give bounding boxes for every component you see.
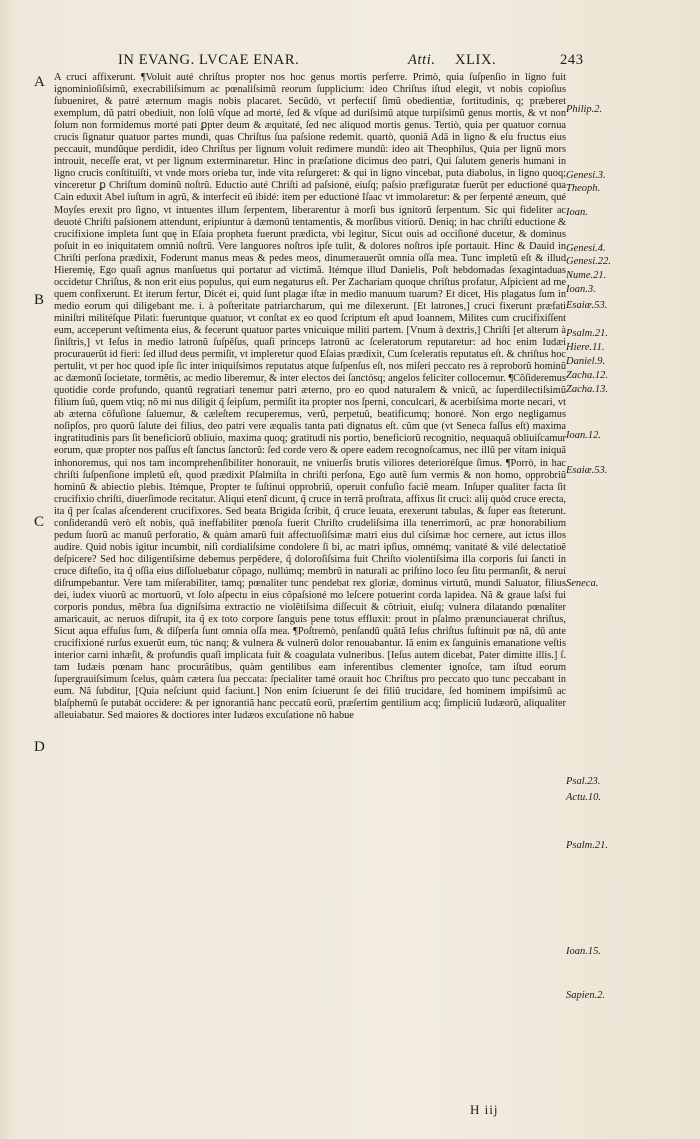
margin-ref: Psalm.21. (566, 840, 608, 851)
section-letters (34, 0, 52, 1139)
margin-ref: Esaiæ.53. (566, 465, 608, 476)
margin-ref: Esaiæ.53. (566, 300, 608, 311)
margin-ref: Genesi.22. (566, 256, 611, 267)
commentary-text (54, 72, 566, 723)
margin-ref: Hiere.11. (566, 342, 605, 353)
margin-ref: Psal.23. (566, 776, 601, 787)
folio-roman: XLIX. (455, 52, 497, 68)
running-title: IN EVANG. LVCAE ENAR. (118, 52, 300, 68)
margin-ref: Ioan.12. (566, 430, 601, 441)
margin-ref: Genesi.4. (566, 243, 606, 254)
margin-ref: Ioan. (566, 207, 588, 218)
page-number: 243 (560, 52, 584, 68)
margin-ref: Seneca. (566, 578, 599, 589)
marginal-references (566, 0, 696, 1139)
margin-ref: Ioan.15. (566, 946, 601, 957)
margin-ref: Zacha.12. (566, 370, 608, 381)
margin-ref: Psalm.21. (566, 328, 608, 339)
margin-ref: Daniel.9. (566, 356, 606, 367)
margin-ref: Theoph. (566, 183, 601, 194)
section-letter: A (34, 74, 45, 90)
body-paragraph: A cruci affixerunt. ¶Voluit auté chriſtus propter nos hoc genus mortis perferre. Primò, quia ſuſpenſio in ligno fuit ignominioſiſsimũ, execrabiliſsimum ac pœnaliſsimũ reorum ſupplicium: ideo Chriſtus iſtud elegit, vt nobis copioſius ſubueniret, & patré æternum magis nobis placaret. Secũdò, vt perfectiſ ſimũ obedientiæ, fortitudinis, q; præberet exemplum, dũ patri obediuit, non ſolũ vſque ad morté, ſed & vſque ad duriſsimũ atque turpiſsimũ genus mortis, & vt non ſolum non formidemus morté pati ꝑpter deum & æquitaté, ſed nec aliquod mortis genus. Tertiò, quia per quatuor cornua crucis ſignatur quatuor partes mundi, quas Chriſtus ſua paſsione redemit. quartò, quoniã Adã in ligno & eſu fructus eius peccauit, mundũque perdidit, ideo Chriſtus per lignum voluit redimere mundũ: ideo ait Theophilus, Quia per lignũ mors introuit, neceſſe erat, vt per lignum exterminaretur. Hinc in præſatione dicimus deo patri, Qui ſalutem generis humani in ligno crucis conſtituiſti, vt vnde mors orieba tur, inde vita reſurgeret: & qui in ligno vincebat, puta diabolus, in ligno quoq; vinceretur ꝑ Chriſtum dominũ noſtrũ. Eductio auté Chriſti ad paſsioné, eiuſq; paſsio præfiguratæ fuerũt per eductioné qua Cain eduxit Abel iuſtum in agrũ, & interfecit eũ ibidé: item per eductioné Iſaac vt immolaretur: & per ſerpenté æneum, qué Moyſes erexit pro ſigno, vt intuentes illum ſerpentem, liberarentur à morſi bus ignitorũ ſerpentum. Sic qui fideliter ac deuoté Chriſti paſsionem attendunt, eripiuntur à dæmonũ tentamentis, & morſibus vitiorũ. Deniq; in hac chriſti eductione & crucifixione impleta ſunt quę in Eſaia propheta fuerunt prædicta, vbi legitur, Sicut ouis ad occiſioné ducetur, & dominus poſuit in eo iniquitatem omniũ noſtrũ. Vere languores noſtros ipſe tulit, & dolores noſtros ipſe portauit. Hinc & Dauid in Chriſti perſona prædixit, Foderunt manus meas & pedes meos, dinumerauerũt omnia oſſa mea. Tunc impletũ eſt & illud Hieremię, Ego quaſi agnus manſuetus qui portatur ad victimã. Itémque illud Danielis, Poſt hebdomadas ſexagintaduas occidetur Chriſtus, & non erit eius populus, qui eum negaturus eſt. Per Zachariam quoque chriſtus profatur, Aſpicient ad me quem confixerunt. Et iterum fertur, Dicét ei, quid ſunt plagæ iſtæ in medio manuum tuarum? Et dicet, His plagatus ſum in medio eorum qui diligebant me. i. à poſteritate patriarcharum, qui me dilexerunt. [Et latrones,] cruci fixerunt præfati miniſtri militéſque Pilati: fueruntque quatuor, vt conſtat ex eo quod ſcriptum eſt apud Ioannem, Milites cum crucifixiſſent eum, acceperunt veſtimenta eius, & fecerunt quatuor partes vnicuique militi partem. [Vnum à dextris,] Chriſti [et alterum à ſiniſtris,] vt Ieſus in medio latronũ ſuſpẽſus, quaſi princeps latronũ ac ſceleratorum reputaretur: ad hoc enim Iudæi procurauerũt id fieri: ſed illud deus permiſit, vt impleretur quod Eſaias prædixit, Cum ſceleratis reputatus eſt. & chriſtus hoc pertulit, vt per hoc quod ipſe ſic inter iniquiſsimos reputatus atque ſuſpenſus eſt, nos miſeri peccato res à reproborũ hominũ ac dæmonũ ſocietate, tormẽtis, ac medio liberemur, & inter electos dei ſanctósq; angelos feliciter collocemur. ¶Cõſideremus quotidie corde profundo, quantũ regratiari tenemur patri æterno, pro eo quod naturalem & vnicũ, ac ſuperdilectiſsimũ filium ſuũ, quem vtiq; nõ mi nus diligit q̃ ſeipſum, permiſit ita propter nos ſperni, conculcari, & acerbiſsima morte necari, vt ab æterna cõfuſione ſaluemur, & cæleſtem recuperemus, verũ, perpetuũ, beatificumq; honoré. Non ergo negligamus noſipſos, pro quorũ ſalute dei filius, deo patri vere æqualis tanta pati dignatus eſt. cũm que (vt Seneca faſſus eſt) maxima ingratitudinis pars ſit beneficiorũ obliuio, maxima quoq; gratitudi nis portio, beneficiorũ recognitio, nequaquã obliuiſcamur eorum, quæ propter nos paſſus eſt ſanctus ſanctorũ: ſed corde vero & opere eadem recognoſcamus, nec illũ per vitam iniquã inhonoremus, qui nos tam incomprehenſibiliter honorauit, ne vniuerſis brutis viliores deterioréſque ſimus. ¶Porrò, in hac chriſti ſuſpenſione impletũ eſt, quod prædixit Pſalmiſta in chriſti perſona, Ego autẽ ſum vermis & non homo, opprobriũ hominũ & abiectio plebis. Itémque, Propter te ſuſtinui opprobriũ, operuit confuſio faciẽ meam. Inſuper qualiter facta ſit crucifixio chriſti, diuerſimode recitatur. Aliqui etenĩ dicunt, q̃ cruce in terrã proſtrata, affixus ſit cruci: alij quòd cruce erecta, ita q̃ per ſcalas aſcenderent crucifixores. Sed beata Brigida ſcribit, q̃ cruce leuata, erexerunt tabulas, & ſuper eas ſteterunt. conſiderandũ verò eſt nobis, quã ineffabiliter pœnoſa fuerit Chriſto crudeliſsima illa tenerrimorũ, ac præ honorabilium pedum ſuorũ ac manuũ perforatio, & quàm amarũ fuit affectuoſiſsimæ matri eius dul ciſsimæ hoc cernere, aut ictus illos audire. Quid nobis igitur incumbit, niſi cordialiſsime condolere ſi bi, ac matri ipſius, omnémq; vanitaté & vilé delectatioẽ deſpicere? Sed hoc diligentiſsime debemus perpẽdere, q̃ doloroſiſsima fuit Chriſto violentiſsima illa corporis ſui ſancti in cruce diſteſio, ita q̃ oſſia eius diſſoluebatur cõpago, nullúmq; membrũ in naturali ac priſtino loco ſeu ſitu permanſit, & neruí diſrumpebantur. Vere tam miſerabiliter, tamq; pœnaliter tunc pendebat rex gloriæ, dominus virtutũ, mundi Saluator, filius dei, iudex viuorũ ac mortuorũ, vt ſolo aſpectu in eius cõpaſsioné mo leſcere potuerint corda lapidea. Nã & graue laſsi fui corporis pondus, mẽbra ſua digniſsima extractio ne violẽtiſsima diſſecuit & cõtriuit, eiuſq; vulnera dilatando pœnaliter amaricauit, ac neruos diſrupit, ita q̃ ex toto corpore ſanguis pene totus effluxit: prout in pſalmo prænunciauerat chriſtus, Sicut aqua effuſus ſum, & diſperſa ſunt omnia oſſa mea. ¶Poſtremò, penſandũ quãtã Ieſus chriſtus ſuſtinuit pœ nã, dũ ante crucifixioné rurſus exuerũt eum, túc nanq; & vulnera & vulnerũ dolor renouabantur. Iã enim ex ſanguinis emanatione veſtis interior carni inhæſit, & profundis quaſi implicata fuit & coagulata vulneribus. [Ieſus autem dicebat, Pater dimitte illis.] ſ. tam Iudæis pœnam hanc procurãtibus, quàm gentilibus eam inferentibus clementer ignoſce, tam iſtud eorum ſupergrauiſsimum ſcelus, quàm cætera ſua peccata: ſpecialiter tamé orauit hoc Chriſtus pro peccato quo tunc peccabant in eum. Nã ſubditur, [Quia neſciunt quid faciunt.] Non enim ſciuerunt ſe dei filiũ trucidare, ſed hominem impiſsimũ ac blaſphemũ ſe putabát occidere: & per ignorantiã hanc peccatũ eorũ, præſertim gentilium acq; ſimpliciũ Iudæorũ, aliqualiter alleuiabatur. Sed maiores & doctiores inter Iudæos excuſatione nõ habue (54, 72, 566, 722)
running-header (100, 52, 584, 72)
section-letter: B (34, 292, 45, 308)
margin-ref: Nume.21. (566, 270, 607, 281)
margin-ref: Zacha.13. (566, 384, 608, 395)
signature-mark: H iij (470, 1102, 499, 1117)
margin-ref: Genesi.3. (566, 170, 606, 181)
margin-ref: Philip.2. (566, 104, 603, 115)
margin-ref: Ioan.3. (566, 284, 596, 295)
margin-ref: Sapien.2. (566, 990, 606, 1001)
margin-ref: Actu.10. (566, 792, 601, 803)
section-label: Atti. (408, 52, 436, 68)
section-letter: C (34, 514, 45, 530)
section-letter: D (34, 739, 45, 755)
